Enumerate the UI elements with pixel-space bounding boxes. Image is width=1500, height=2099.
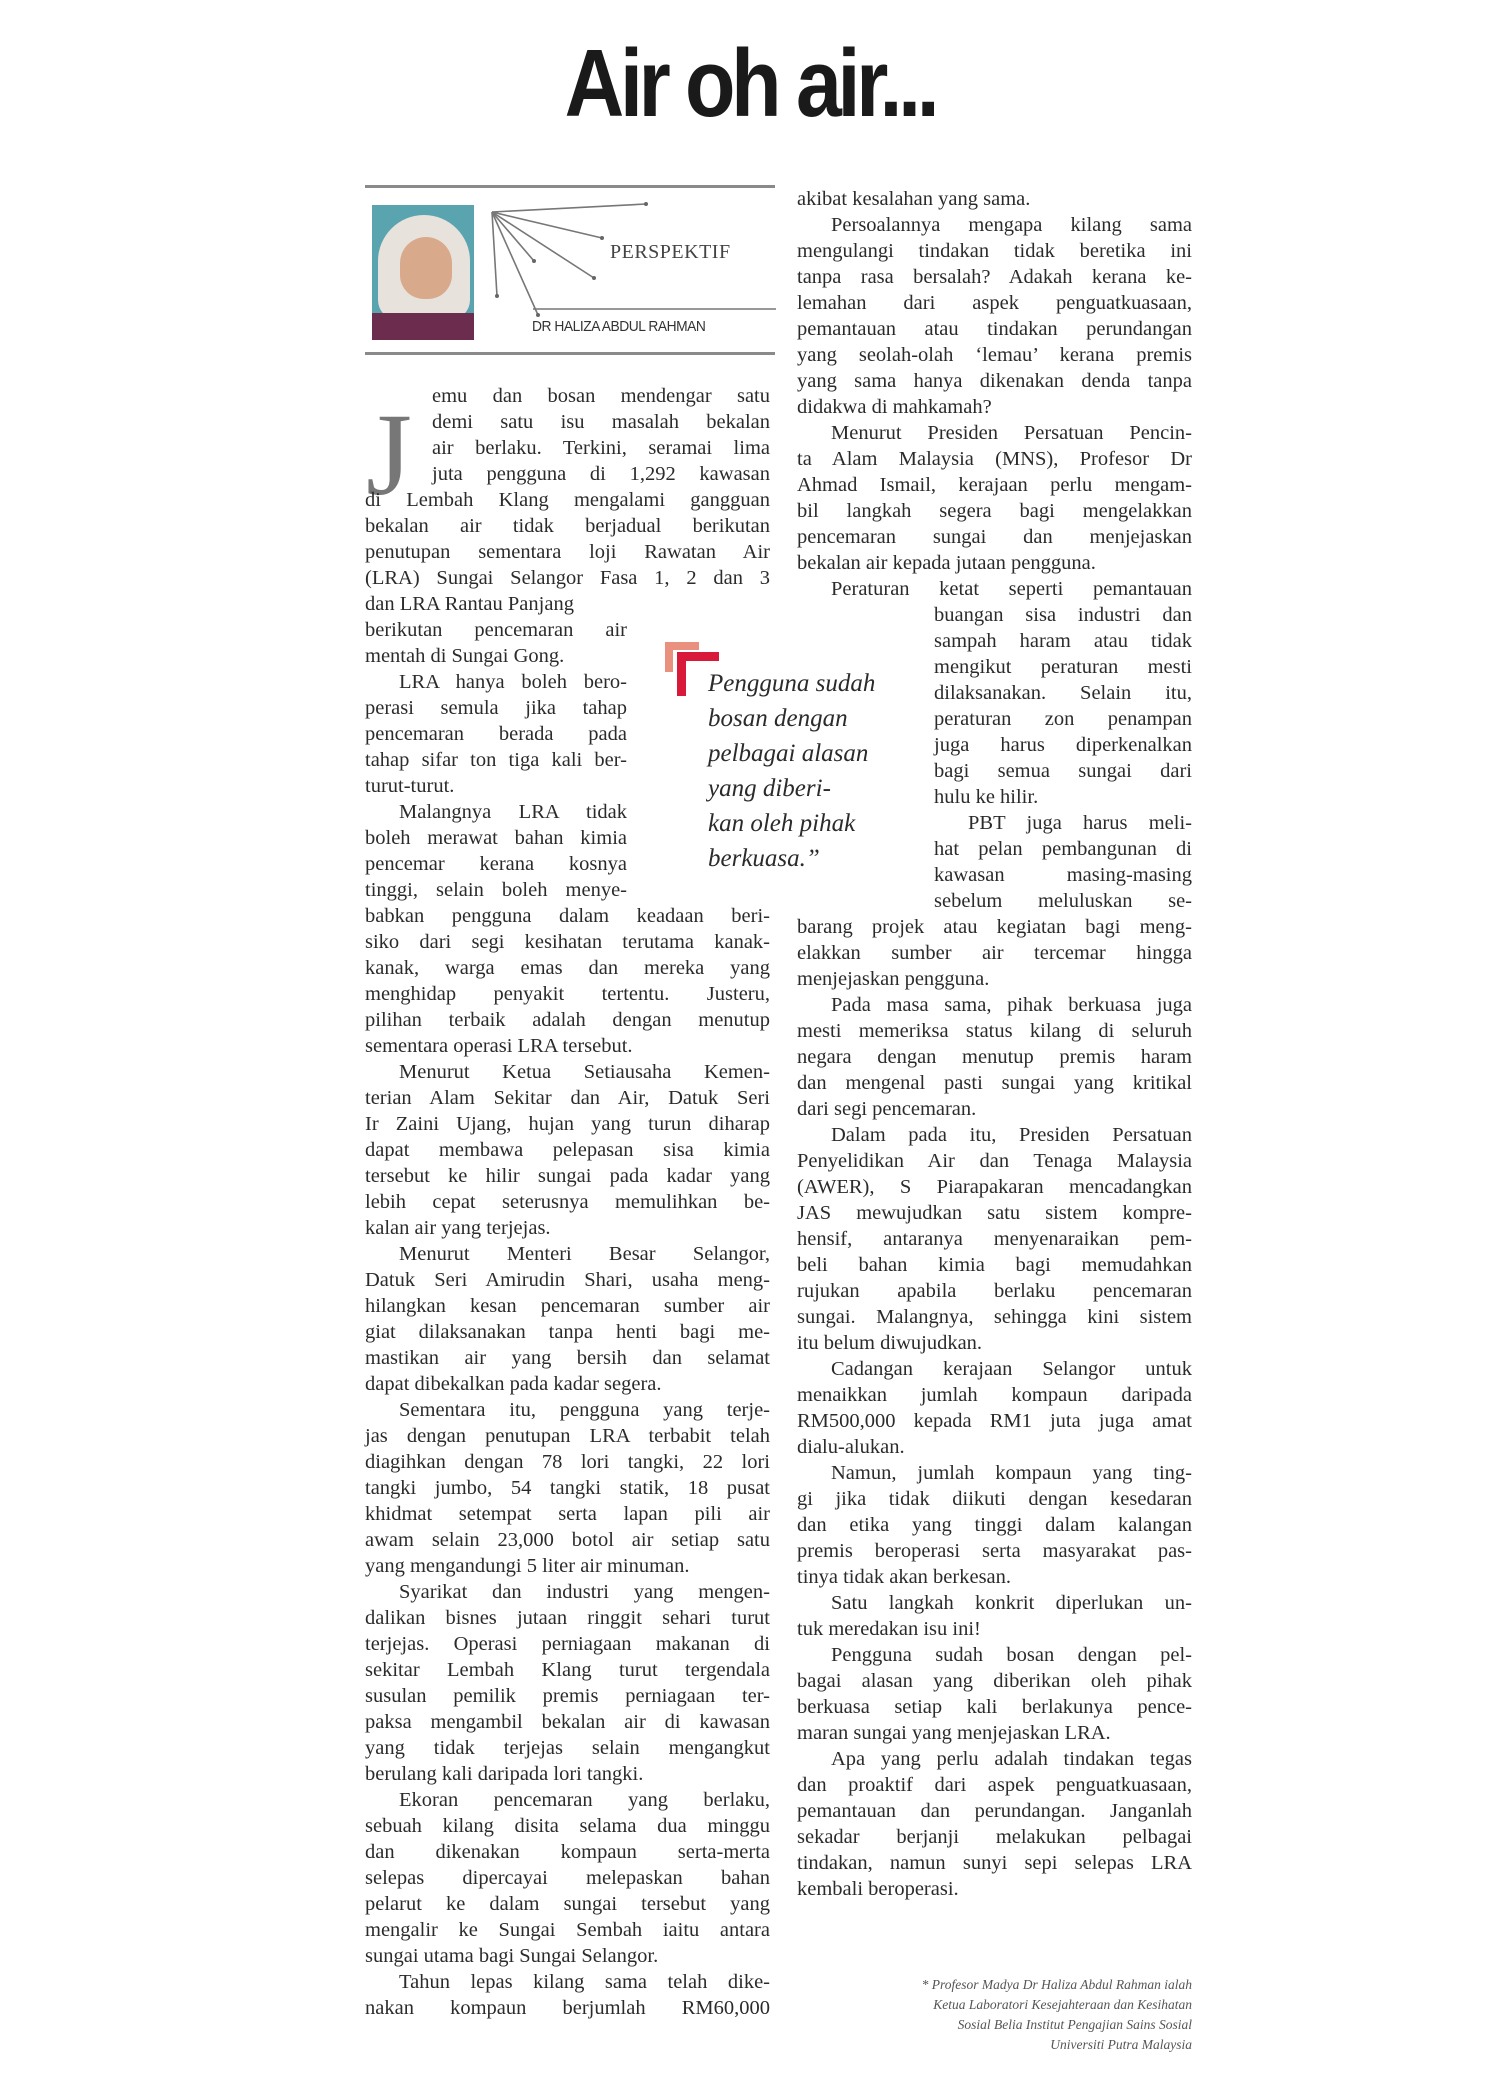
article-line: pencemaran sungai dan menjejaskan	[797, 526, 1192, 548]
article-line: pemantauan atau tindakan perundangan	[797, 318, 1192, 340]
article-line: sekadar berjanji melakukan pelbagai	[797, 1826, 1192, 1848]
article-line: Pada masa sama, pihak berkuasa juga	[831, 994, 1192, 1016]
article-line: bekalan air tidak berjadual berikutan	[365, 515, 770, 537]
article-line: paksa mengambil bekalan air di kawasan	[365, 1711, 770, 1733]
article-line: peraturan zon penampan	[934, 708, 1192, 730]
article-line: perasi semula jika tahap	[365, 697, 627, 719]
article-line: hulu ke hilir.	[934, 786, 1039, 808]
article-line: Malangnya LRA tidak	[399, 801, 627, 823]
article-line: juta pengguna di 1,292 kawasan	[432, 463, 770, 485]
article-line: sebelum meluluskan se-	[934, 890, 1192, 912]
article-line: dialu-alukan.	[797, 1436, 905, 1458]
article-line: berulang kali daripada lori tangki.	[365, 1763, 644, 1785]
article-line: dan LRA Rantau Panjang	[365, 593, 574, 615]
footnote-line: Universiti Putra Malaysia	[1050, 2037, 1192, 2052]
article-line: diagihkan dengan 78 lori tangki, 22 lori	[365, 1451, 770, 1473]
article-line: pencemar kerana kosnya	[365, 853, 627, 875]
article-line: Apa yang perlu adalah tindakan tegas	[831, 1748, 1192, 1770]
article-line: sekitar Lembah Klang turut tergendala	[365, 1659, 770, 1681]
article-line: Namun, jumlah kompaun yang ting-	[831, 1462, 1192, 1484]
article-line: maran sungai yang menjejaskan LRA.	[797, 1722, 1111, 1744]
article-line: susulan pemilik premis perniagaan ter-	[365, 1685, 770, 1707]
article-line: pemantauan dan perundangan. Janganlah	[797, 1800, 1192, 1822]
article-line: (AWER), S Piarapakaran mencadangkan	[797, 1176, 1192, 1198]
article-line: Dalam pada itu, Presiden Persatuan	[831, 1124, 1192, 1146]
article-line: mengulangi tindakan tidak beretika ini	[797, 240, 1192, 262]
article-line: pencemaran berada pada	[365, 723, 627, 745]
column-kicker: PERSPEKTIF	[610, 241, 731, 263]
article-line: juga harus diperkenalkan	[934, 734, 1192, 756]
article-line: penutupan sementara loji Rawatan Air	[365, 541, 770, 563]
article-line: Cadangan kerajaan Selangor untuk	[831, 1358, 1192, 1380]
article-line: tuk meredakan isu ini!	[797, 1618, 981, 1640]
article-line: tindakan, namun sunyi sepi selepas LRA	[797, 1852, 1192, 1874]
article-line: lebih cepat seterusnya memulihkan be-	[365, 1191, 770, 1213]
article-line: sebuah kilang disita selama dua minggu	[365, 1815, 770, 1837]
article-line: dapat dibekalkan pada kadar segera.	[365, 1373, 662, 1395]
article-line: tangki jumbo, 54 tangki statik, 18 pusat	[365, 1477, 770, 1499]
article-line: yang tidak terjejas selain mengangkut	[365, 1737, 770, 1759]
article-line: hilangkan kesan pencemaran sumber air	[365, 1295, 770, 1317]
article-line: Datuk Seri Amirudin Shari, usaha meng-	[365, 1269, 770, 1291]
article-line: bagi semua sungai dari	[934, 760, 1192, 782]
article-line: tinya tidak akan berkesan.	[797, 1566, 1012, 1588]
footnote-line: Sosial Belia Institut Pengajian Sains Sosial	[957, 2017, 1192, 2032]
pull-quote-line: bosan dengan	[708, 705, 848, 732]
article-line: tinggi, selain boleh menye-	[365, 879, 627, 901]
article-line: yang seolah-olah ‘lemau’ kerana premis	[797, 344, 1192, 366]
article-line: di Lembah Klang mengalami gangguan	[365, 489, 770, 511]
article-line: gi jika tidak diikuti dengan kesedaran	[797, 1488, 1192, 1510]
article-line: dan dikenakan kompaun serta-merta	[365, 1841, 770, 1863]
article-line: boleh merawat bahan kimia	[365, 827, 627, 849]
article-line: sementara operasi LRA tersebut.	[365, 1035, 633, 1057]
article-line: lemahan dari aspek penguatkuasaan,	[797, 292, 1192, 314]
article-line: selepas dipercayai melepaskan bahan	[365, 1867, 770, 1889]
article-line: negara dengan menutup premis haram	[797, 1046, 1192, 1068]
article-line: mentah di Sungai Gong.	[365, 645, 565, 667]
article-line: Menurut Menteri Besar Selangor,	[399, 1243, 770, 1265]
pull-quote-line: kan oleh pihak	[708, 810, 856, 837]
article-line: Persoalannya mengapa kilang sama	[831, 214, 1192, 236]
article-line: tersebut ke hilir sungai pada kadar yang	[365, 1165, 770, 1187]
header-bottom-rule	[365, 352, 775, 355]
pull-quote-line: pelbagai alasan	[708, 740, 869, 767]
article-line: Syarikat dan industri yang mengen-	[399, 1581, 770, 1603]
article-line: Sementara itu, pengguna yang terje-	[399, 1399, 770, 1421]
headline: Air oh air...	[564, 30, 936, 137]
article-line: yang sama hanya dikenakan denda tanpa	[797, 370, 1192, 392]
article-line: jas dengan penutupan LRA terbabit telah	[365, 1425, 770, 1447]
footnote-line: Ketua Laboratori Kesejahteraan dan Kesihatan	[933, 1997, 1192, 2012]
article-line: menaikkan jumlah kompaun daripada	[797, 1384, 1192, 1406]
article-line: mesti memeriksa status kilang di seluruh	[797, 1020, 1192, 1042]
article-line: menjejaskan pengguna.	[797, 968, 990, 990]
article-line: terian Alam Sekitar dan Air, Datuk Seri	[365, 1087, 770, 1109]
article-line: Menurut Presiden Persatuan Pencin-	[831, 422, 1192, 444]
article-line: buangan sisa industri dan	[934, 604, 1192, 626]
article-line: Menurut Ketua Setiausaha Kemen-	[399, 1061, 770, 1083]
author-byline: DR HALIZA ABDUL RAHMAN	[532, 318, 706, 335]
article-line: beli bahan kimia bagi memudahkan	[797, 1254, 1192, 1276]
article-line: kembali beroperasi.	[797, 1878, 959, 1900]
article-line: kanak, warga emas dan mereka yang	[365, 957, 770, 979]
article-line: bekalan air kepada jutaan pengguna.	[797, 552, 1096, 574]
article-line: turut-turut.	[365, 775, 455, 797]
article-line: babkan pengguna dalam keadaan beri-	[365, 905, 770, 927]
article-line: emu dan bosan mendengar satu	[432, 385, 770, 407]
article-line: hat pelan pembangunan di	[934, 838, 1192, 860]
article-line: dan mengenal pasti sungai yang kritikal	[797, 1072, 1192, 1094]
article-line: menghidap penyakit tertentu. Justeru,	[365, 983, 770, 1005]
article-line: dari segi pencemaran.	[797, 1098, 977, 1120]
article-line: yang mengandungi 5 liter air minuman.	[365, 1555, 690, 1577]
pull-quote-line: yang diberi-	[708, 775, 831, 802]
article-line: dapat membawa pelepasan sisa kimia	[365, 1139, 770, 1161]
article-line: Ekoran pencemaran yang berlaku,	[399, 1789, 770, 1811]
article-line: RM500,000 kepada RM1 juta juga amat	[797, 1410, 1192, 1432]
article-line: kawasan masing-masing	[934, 864, 1192, 886]
article-line: barang projek atau kegiatan bagi meng-	[797, 916, 1192, 938]
article-line: Pengguna sudah bosan dengan pel-	[831, 1644, 1192, 1666]
footnote-line: * Profesor Madya Dr Haliza Abdul Rahman ialah	[921, 1977, 1192, 1992]
article-line: siko dari segi kesihatan terutama kanak-	[365, 931, 770, 953]
article-line: Ir Zaini Ujang, hujan yang turun diharap	[365, 1113, 770, 1135]
article-line: nakan kompaun berjumlah RM60,000	[365, 1997, 770, 2019]
pull-quote-line: berkuasa.”	[708, 845, 820, 872]
article-line: LRA hanya boleh bero-	[399, 671, 627, 693]
article-line: hensif, antaranya menyenaraikan pem-	[797, 1228, 1192, 1250]
article-line: khidmat setempat serta lapan pili air	[365, 1503, 770, 1525]
article-line: dan proaktif dari aspek penguatkuasaan,	[797, 1774, 1192, 1796]
article-line: JAS mewujudkan satu sistem kompre-	[797, 1202, 1192, 1224]
author-portrait-icon	[372, 205, 474, 340]
article-line: Peraturan ketat seperti pemantauan	[831, 578, 1192, 600]
article-line: premis beroperasi serta masyarakat pas-	[797, 1540, 1192, 1562]
article-line: dilaksanakan. Selain itu,	[934, 682, 1192, 704]
article-line: (LRA) Sungai Selangor Fasa 1, 2 dan 3	[365, 567, 770, 589]
article-line: sungai utama bagi Sungai Selangor.	[365, 1945, 659, 1967]
article-line: Tahun lepas kilang sama telah dike-	[399, 1971, 770, 1993]
article-line: air berlaku. Terkini, seramai lima	[432, 437, 770, 459]
article-line: pelarut ke dalam sungai tersebut yang	[365, 1893, 770, 1915]
article-line: berikutan pencemaran air	[365, 619, 627, 641]
article-line: mengikut peraturan mesti	[934, 656, 1192, 678]
article-line: itu belum diwujudkan.	[797, 1332, 983, 1354]
drop-cap: J	[366, 389, 412, 520]
article-line: tahap sifar ton tiga kali ber-	[365, 749, 627, 771]
article-line: akibat kesalahan yang sama.	[797, 188, 1031, 210]
article-line: bagai alasan yang diberikan oleh pihak	[797, 1670, 1192, 1692]
article-line: mengalir ke Sungai Sembah iaitu antara	[365, 1919, 770, 1941]
perspektif-rays-icon	[480, 200, 780, 330]
article-line: sampah haram atau tidak	[934, 630, 1192, 652]
article-line: Satu langkah konkrit diperlukan un-	[831, 1592, 1192, 1614]
article-line: bil langkah segera bagi mengelakkan	[797, 500, 1192, 522]
article-line: rujukan apabila berlaku pencemaran	[797, 1280, 1192, 1302]
article-line: demi satu isu masalah bekalan	[432, 411, 770, 433]
article-line: didakwa di mahkamah?	[797, 396, 992, 418]
article-line: giat dilaksanakan tanpa henti bagi me-	[365, 1321, 770, 1343]
article-line: mastikan air yang bersih dan selamat	[365, 1347, 770, 1369]
pull-quote-line: Pengguna sudah	[708, 670, 876, 697]
article-line: berkuasa setiap kali berlakunya pence-	[797, 1696, 1192, 1718]
article-line: kalan air yang terjejas.	[365, 1217, 551, 1239]
article-line: tanpa rasa bersalah? Adakah kerana ke-	[797, 266, 1192, 288]
article-line: elakkan sumber air tercemar hingga	[797, 942, 1192, 964]
article-line: pilihan terbaik adalah dengan menutup	[365, 1009, 770, 1031]
article-line: awam selain 23,000 botol air setiap satu	[365, 1529, 770, 1551]
header-top-rule	[365, 185, 775, 188]
article-line: ta Alam Malaysia (MNS), Profesor Dr	[797, 448, 1192, 470]
article-line: PBT juga harus meli-	[968, 812, 1192, 834]
article-line: dalikan bisnes jutaan ringgit sehari turut	[365, 1607, 770, 1629]
article-line: Penyelidikan Air dan Tenaga Malaysia	[797, 1150, 1192, 1172]
article-line: Ahmad Ismail, kerajaan perlu mengam-	[797, 474, 1192, 496]
article-line: dan etika yang tinggi dalam kalangan	[797, 1514, 1192, 1536]
article-line: terjejas. Operasi perniagaan makanan di	[365, 1633, 770, 1655]
article-line: sungai. Malangnya, sehingga kini sistem	[797, 1306, 1192, 1328]
